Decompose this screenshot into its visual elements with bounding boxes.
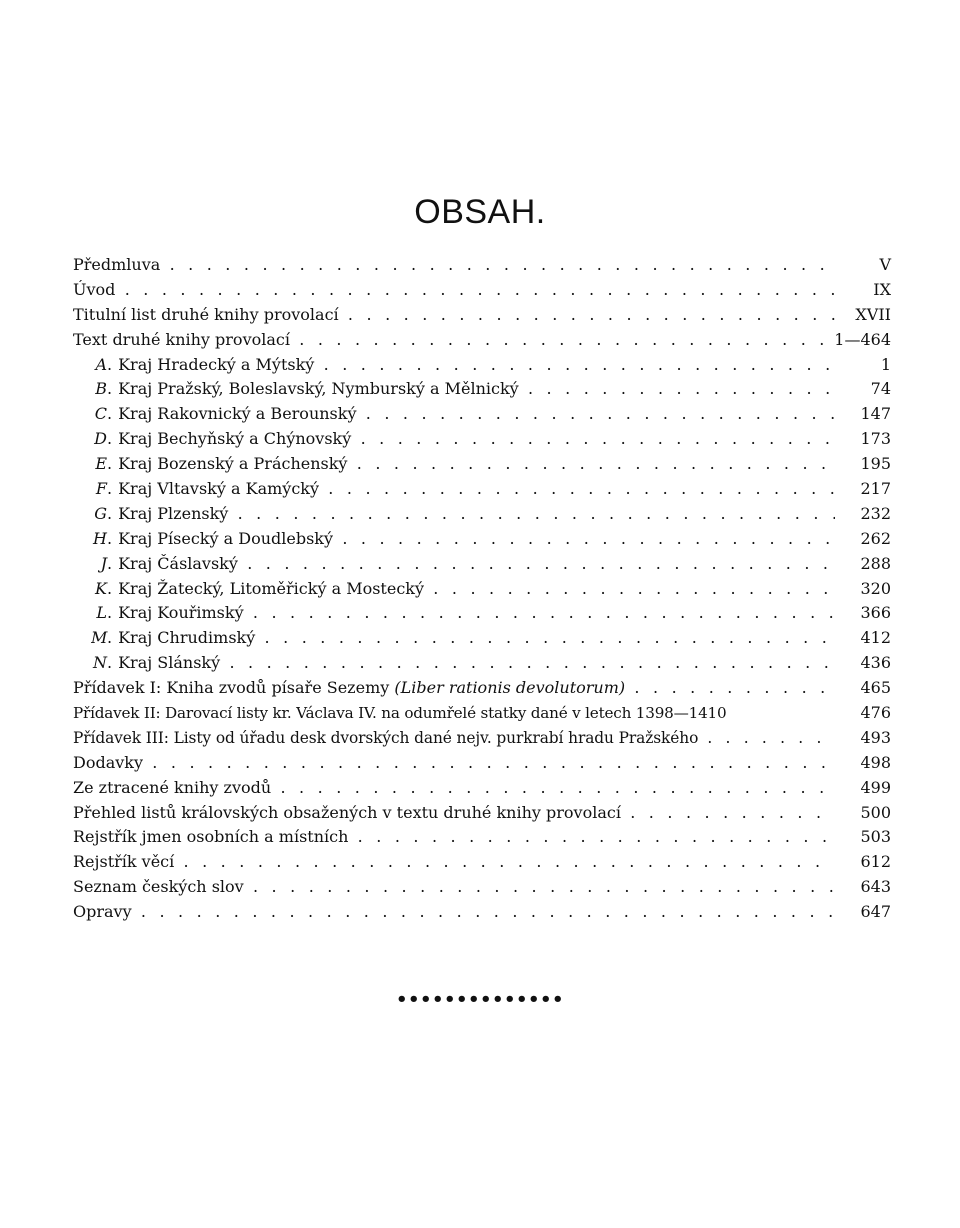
toc-entry-text: Předmluva . . . bbox=[73, 253, 835, 278]
toc-entry-page: 476 bbox=[858, 701, 891, 726]
toc-entry-uvod bbox=[73, 278, 891, 303]
toc-entry-page: 1 bbox=[879, 353, 891, 378]
toc-entry-latin-title: (Liber rationis devolutorum) bbox=[394, 678, 626, 698]
toc-entry-page: 612 bbox=[858, 850, 891, 875]
toc-entry-text: Titulní list druhé knihy provolací . . . bbox=[73, 303, 835, 328]
toc-entry-dodavky bbox=[73, 751, 891, 776]
toc-entry-text: C. Kraj Rakovnický a Berounský . . . bbox=[91, 402, 835, 427]
toc-entry-letter: E bbox=[95, 454, 107, 474]
toc-entry-label: Kraj Hradecký a Mýtský bbox=[118, 354, 315, 374]
toc-entry-label: Přídavek I: Kniha zvodů písaře Sezemy bbox=[73, 678, 390, 698]
toc-entry-letter: D bbox=[94, 429, 107, 449]
toc-entry-letter: F bbox=[95, 479, 107, 499]
toc-entry-text: L. Kraj Kouřimský . . . bbox=[91, 601, 835, 626]
toc-entry-label: Kraj Vltavský a Kamýcký bbox=[118, 479, 320, 499]
toc-entry-label: Kraj Bechyňský a Chýnovský bbox=[118, 429, 352, 449]
toc-entry-label: Kraj Chrudimský bbox=[118, 628, 256, 648]
toc-entry-page: V bbox=[877, 253, 891, 278]
toc-subentry-f bbox=[73, 477, 891, 502]
toc-entry-label: Kraj Pražský, Boleslavský, Nymburský a Mělnický bbox=[118, 379, 519, 399]
toc-entry-label: Kraj Žatecký, Litoměřický a Mostecký bbox=[118, 578, 425, 598]
toc-entry-page: 262 bbox=[858, 527, 891, 552]
toc-entry-letter: G bbox=[94, 503, 107, 523]
toc-entry-text: K. Kraj Žatecký, Litoměřický a Mostecký . . . bbox=[91, 577, 835, 602]
toc-entry-pridavek-1 bbox=[73, 676, 891, 701]
toc-entry-page: 412 bbox=[858, 626, 891, 651]
toc-entry-page: 493 bbox=[858, 726, 891, 751]
toc-entry-text: Rejstřík věcí . . . bbox=[73, 850, 835, 875]
toc-entry-page: 500 bbox=[858, 801, 891, 826]
toc-entry-text: N. Kraj Slánský . . . bbox=[91, 651, 835, 676]
toc-subentry-h bbox=[73, 527, 891, 552]
toc-entry-pridavek-3 bbox=[73, 726, 891, 751]
toc-entry-titulni-list bbox=[73, 303, 891, 328]
toc-entry-text: Přídavek II: Darovací listy kr. Václava IV. na odumřelé statky dané v letech 1398—1410 bbox=[73, 704, 727, 723]
toc-entry-page: 217 bbox=[858, 477, 891, 502]
toc-entry-letter: J bbox=[100, 553, 107, 573]
toc-entry-text: H. Kraj Písecký a Doudlebský . . . bbox=[91, 527, 835, 552]
toc-entry-page: 288 bbox=[858, 552, 891, 577]
toc-entry-text: M. Kraj Chrudimský . . . bbox=[91, 626, 835, 651]
toc-entry-predmluva bbox=[73, 253, 891, 278]
toc-subentry-b bbox=[73, 377, 891, 402]
toc-entry-letter: H bbox=[93, 528, 107, 548]
toc-entry-text: D. Kraj Bechyňský a Chýnovský . . . bbox=[91, 427, 835, 452]
toc-entry-letter: K bbox=[95, 578, 107, 598]
toc-entry-letter: L bbox=[96, 603, 107, 623]
toc-entry-page: IX bbox=[871, 278, 891, 303]
toc-entry-rejstrik-veci bbox=[73, 850, 891, 875]
toc-entry-page: 1—464 bbox=[832, 328, 891, 353]
toc-entry-letter: B bbox=[95, 379, 107, 399]
toc-entry-page: XVII bbox=[853, 303, 891, 328]
toc-entry-page: 147 bbox=[858, 402, 891, 427]
toc-subentry-l bbox=[73, 601, 891, 626]
toc-entry-text: G. Kraj Plzenský . . . bbox=[91, 502, 835, 527]
toc-entry-page: 195 bbox=[858, 452, 891, 477]
toc-entry-label: Kraj Čáslavský bbox=[118, 553, 238, 573]
toc-entry-text-druhe-knihy bbox=[73, 328, 891, 353]
toc-entry-label: Kraj Bozenský a Práchenský bbox=[118, 454, 348, 474]
toc-entry-label: Kraj Kouřimský bbox=[118, 603, 244, 623]
toc-subentry-d bbox=[73, 427, 891, 452]
toc-entry-page: 320 bbox=[858, 577, 891, 602]
toc-entry-page: 173 bbox=[858, 427, 891, 452]
toc-subentry-g bbox=[73, 502, 891, 527]
table-of-contents bbox=[73, 253, 891, 925]
toc-entry-text: Opravy . . . bbox=[73, 900, 835, 925]
toc-entry-page: 74 bbox=[869, 377, 891, 402]
toc-entry-page: 643 bbox=[858, 875, 891, 900]
toc-entry-page: 232 bbox=[858, 502, 891, 527]
toc-entry-text: F. Kraj Vltavský a Kamýcký . . . bbox=[91, 477, 835, 502]
toc-entry-pridavek-2 bbox=[73, 701, 891, 726]
toc-entry-page: 499 bbox=[858, 776, 891, 801]
toc-entry-opravy bbox=[73, 900, 891, 925]
toc-entry-label: Kraj Slánský bbox=[118, 653, 221, 673]
toc-subentry-a bbox=[73, 353, 891, 378]
toc-entry-text: E. Kraj Bozenský a Práchenský . . . bbox=[91, 452, 835, 477]
toc-entry-letter: C bbox=[94, 404, 107, 424]
toc-entry-text bbox=[73, 676, 835, 701]
toc-entry-seznam-slov bbox=[73, 875, 891, 900]
toc-entry-letter: M bbox=[91, 628, 108, 648]
toc-entry-text: Úvod . . . bbox=[73, 278, 835, 303]
toc-entry-page: 503 bbox=[858, 825, 891, 850]
ornament-divider: •••••••••••••• bbox=[395, 989, 565, 1010]
toc-entry-page: 647 bbox=[858, 900, 891, 925]
toc-subentry-k bbox=[73, 577, 891, 602]
toc-entry-label: Kraj Písecký a Doudlebský bbox=[118, 528, 334, 548]
toc-entry-page: 498 bbox=[858, 751, 891, 776]
toc-entry-text: J. Kraj Čáslavský . . . bbox=[91, 552, 835, 577]
toc-subentry-m bbox=[73, 626, 891, 651]
toc-subentry-e bbox=[73, 452, 891, 477]
toc-entry-text: Seznam českých slov . . . bbox=[73, 875, 835, 900]
toc-entry-letter: A bbox=[95, 354, 107, 374]
toc-entry-page: 436 bbox=[858, 651, 891, 676]
toc-subentry-c bbox=[73, 402, 891, 427]
toc-entry-text: B. Kraj Pražský, Boleslavský, Nymburský a Mělnický . . . bbox=[91, 377, 835, 402]
toc-entry-page: 465 bbox=[858, 676, 891, 701]
toc-entry-ze-ztracene-knihy bbox=[73, 776, 891, 801]
toc-subentry-n bbox=[73, 651, 891, 676]
toc-entry-text: Ze ztracené knihy zvodů . . . bbox=[73, 776, 835, 801]
page-title: OBSAH. bbox=[414, 193, 546, 231]
toc-entry-label: Kraj Rakovnický a Berounský bbox=[118, 404, 357, 424]
toc-entry-prehled-listu bbox=[73, 801, 891, 826]
toc-entry-letter: N bbox=[93, 653, 107, 673]
toc-entry-text: Přehled listů královských obsažených v textu druhé knihy provolací . . . bbox=[73, 801, 835, 826]
toc-entry-text: A. Kraj Hradecký a Mýtský . . . bbox=[91, 353, 835, 378]
toc-entry-rejstrik-jmen bbox=[73, 825, 891, 850]
toc-entry-text: Přídavek III: Listy od úřadu desk dvorských dané nejv. purkrabí hradu Pražského . . . bbox=[73, 726, 835, 751]
toc-entry-page: 366 bbox=[858, 601, 891, 626]
toc-entry-text: Text druhé knihy provolací . . . bbox=[73, 328, 835, 353]
toc-subentry-j bbox=[73, 552, 891, 577]
toc-entry-text: Dodavky . . . bbox=[73, 751, 835, 776]
toc-entry-label: Kraj Plzenský bbox=[118, 503, 229, 523]
toc-entry-text: Rejstřík jmen osobních a místních . . . bbox=[73, 825, 835, 850]
